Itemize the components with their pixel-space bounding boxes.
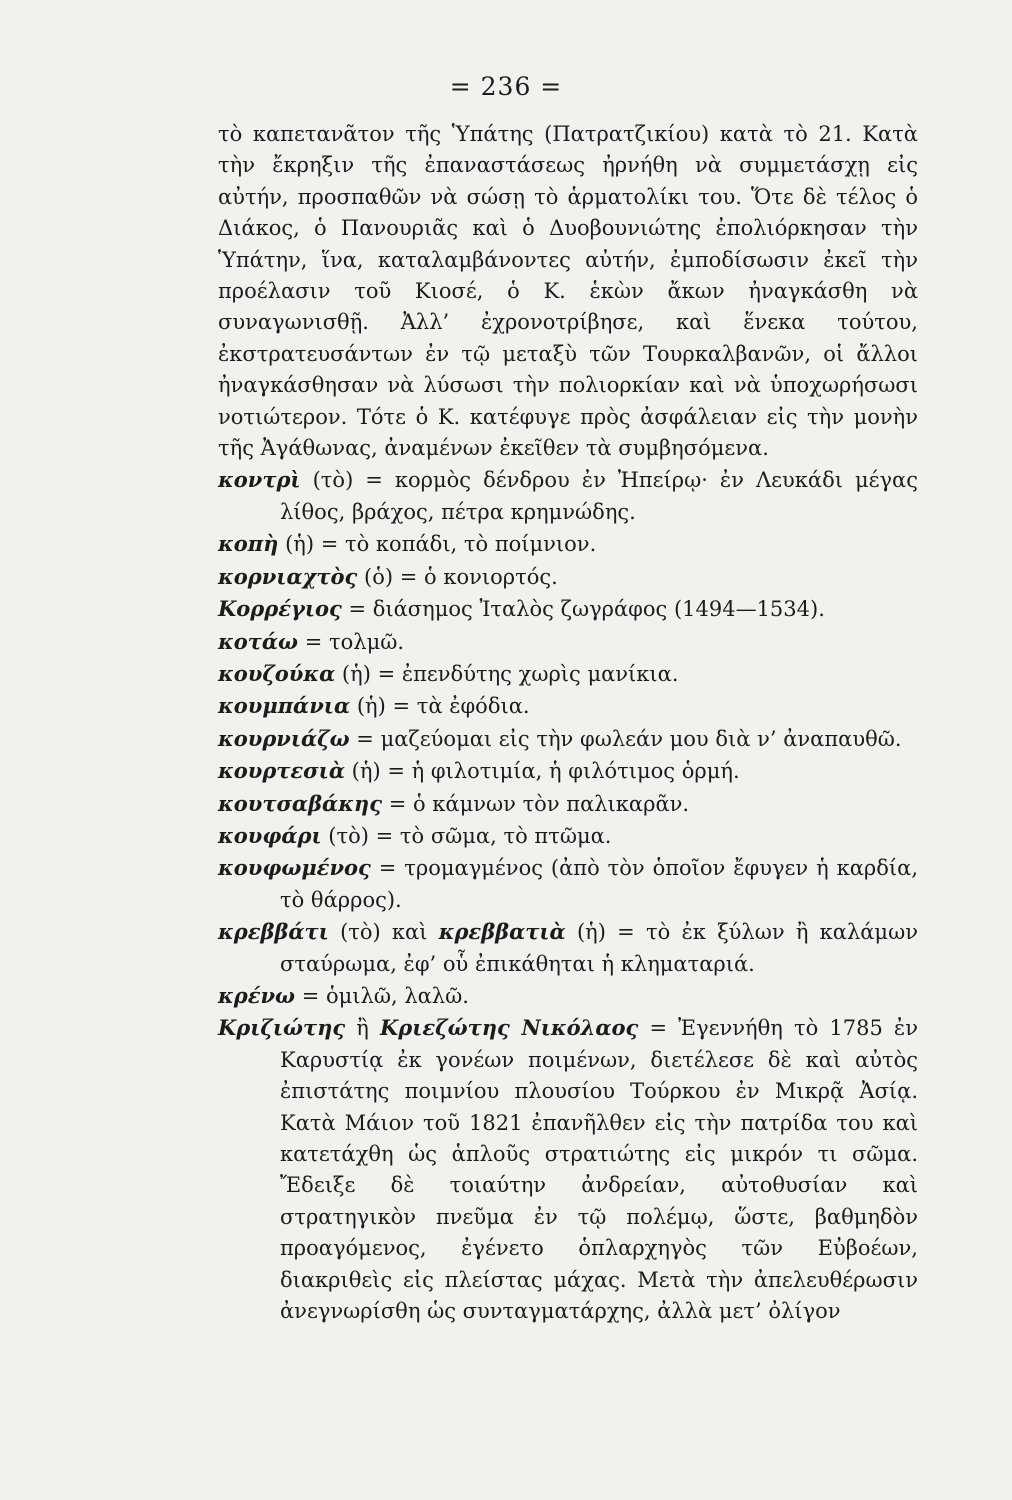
definition: = διάσημος Ἰταλὸς ζωγράφος (1494—1534). [348,597,825,622]
page-number: = 236 = [449,72,563,101]
headword: κουζούκα [218,660,336,686]
headword: κρένω [218,982,296,1008]
entry-korniachtos [218,561,918,593]
headword: κορνιαχτὸς [218,563,358,589]
headword: κοπὴ [218,531,279,557]
entry-krevvati [218,916,918,980]
entry-koufari [218,820,918,852]
text-body [218,119,918,1327]
entry-koutsavakis [218,788,918,820]
entry-korregios [218,593,918,625]
continuation-paragraph: τὸ καπετανᾶτον τῆς Ὑπάτης (Πατρατζικίου) κατὰ τὸ 21. Κατὰ τὴν ἔκρηξιν τῆς ἐπαναστάσεως ἠρνήθη νὰ συμμετάσχῃ εἰς αὐτήν, προσπαθῶν νὰ σώσῃ τὸ ἁρματολίκι του. Ὅτε δὲ τέλος ὁ Διάκος, ὁ Πανουριᾶς καὶ ὁ Δυοβουνιώτης ἐπολιόρκησαν τὴν Ὑπάτην, ἵνα, καταλαμβάνοντες αὐτήν, ἐμποδίσωσιν ἐκεῖ τὴν προέλασιν τοῦ Κιοσέ, ὁ Κ. ἑκὼν ἄκων ἠναγκάσθη νὰ συναγωνισθῇ. Ἀλλ’ ἐχρονοτρίβησε, καὶ ἕνεκα τούτου, ἐκστρατευσάντων ἐν τῷ μεταξὺ τῶν Τουρκαλβανῶν, οἱ ἄλλοι ἠναγκάσθησαν νὰ λύσωσι τὴν πολιορκίαν καὶ νὰ ὑποχωρήσωσι νοτιώτερον. Τότε ὁ Κ. κατέφυγε πρὸς ἀσφάλειαν εἰς τὴν μονὴν τῆς Ἀγάθωνας, ἀναμένων ἐκεῖθεν τὰ συμβησόμενα. [218,122,918,461]
definition: (τὸ) καὶ [340,920,428,945]
headword: κουφάρι [218,822,322,848]
entry-kontri [218,464,918,528]
definition: (ἡ) = τὰ ἐφόδια. [356,694,530,719]
definition: (ὁ) = ὁ κονιορτός. [364,564,558,589]
definition: = μαζεύομαι εἰς τὴν φωλεάν μου διὰ ν’ ἀναπαυθῶ. [356,726,902,751]
entry-koufomenos [218,852,918,916]
definition: (ἡ) = ἡ φιλοτιμία, ἡ φιλότιμος ὁρμή. [351,759,740,784]
definition: (ἡ) = τὸ κοπάδι, τὸ ποίμνιον. [285,532,597,557]
headword: κοτάω [218,628,299,654]
entry-koumpania [218,690,918,722]
headword: κρεββάτι [218,919,329,945]
entry-kourtesia [218,755,918,787]
definition: (τὸ) = κορμὸς δένδρου ἐν Ἠπείρῳ· ἐν Λευκάδι μέγας λίθος, βράχος, πέτρα κρημνώδης. [280,468,918,524]
entry-kreno [218,980,918,1012]
definition-alt: (ἡ) = τὸ ἐκ ξύλων ἢ καλάμων σταύρωμα, ἐφ’ οὗ ἐπικάθηται ἡ κληματαριά. [280,920,918,976]
definition: = τρομαγμένος (ἀπὸ τὸν ὁποῖον ἔφυγεν ἡ καρδία, τὸ θάρρος). [280,856,918,912]
definition: = τολμῶ. [304,629,405,654]
headword: κουρτεσιὰ [218,758,345,784]
headword: κουμπάνια [218,693,351,719]
definition: (τὸ) = τὸ σῶμα, τὸ πτῶμα. [328,823,612,848]
definition: = ὁ κάμνων τὸν παλικαρᾶν. [388,791,690,816]
entry-kriziotis [218,1012,918,1327]
definition: (ἡ) = ἐπενδύτης χωρὶς μανίκια. [341,661,679,686]
entry-kotao [218,626,918,658]
entry-kourniazo [218,723,918,755]
entry-kouzouka [218,658,918,690]
definition: = ὁμιλῶ, λαλῶ. [301,983,469,1008]
headword: κουρνιάζω [218,725,350,751]
definition: ἢ [356,1016,369,1041]
entry-kopi [218,528,918,560]
headword: Κριζιώτης [218,1015,346,1041]
headword: κοντρὶ [218,467,301,493]
headword-alt: Κριεζώτης Νικόλαος [380,1015,639,1041]
headword: Κορρέγιος [218,596,342,622]
headword: κουτσαβάκης [218,790,382,816]
headword: κουφωμένος [218,855,371,881]
headword-alt: κρεββατιὰ [438,919,566,945]
definition-alt: = Ἐγεννήθη τὸ 1785 ἐν Καρυστίᾳ ἐκ γονέων ποιμένων, διετέλεσε δὲ καὶ αὐτὸς ἐπιστάτης ποιμνίου πλουσίου Τούρκου ἐν Μικρᾷ Ἀσίᾳ. Κατὰ Μάιον τοῦ 1821 ἐπανῆλθεν εἰς τὴν πατρίδα του καὶ κατετάχθη ὡς ἁπλοῦς στρατιώτης εἰς μικρόν τι σῶμα. Ἔδειξε δὲ τοιαύτην ἀνδρείαν, αὐτοθυσίαν καὶ στρατηγικὸν πνεῦμα ἐν τῷ πολέμῳ, ὥστε, βαθμηδὸν προαγόμενος, ἐγένετο ὁπλαρχηγὸς τῶν Εὐβοέων, διακριθεὶς εἰς πλείστας μάχας. Μετὰ τὴν ἀπελευθέρωσιν ἀνεγνωρίσθη ὡς συνταγματάρχης, ἀλλὰ μετ’ ὀλίγον [280,1016,918,1324]
